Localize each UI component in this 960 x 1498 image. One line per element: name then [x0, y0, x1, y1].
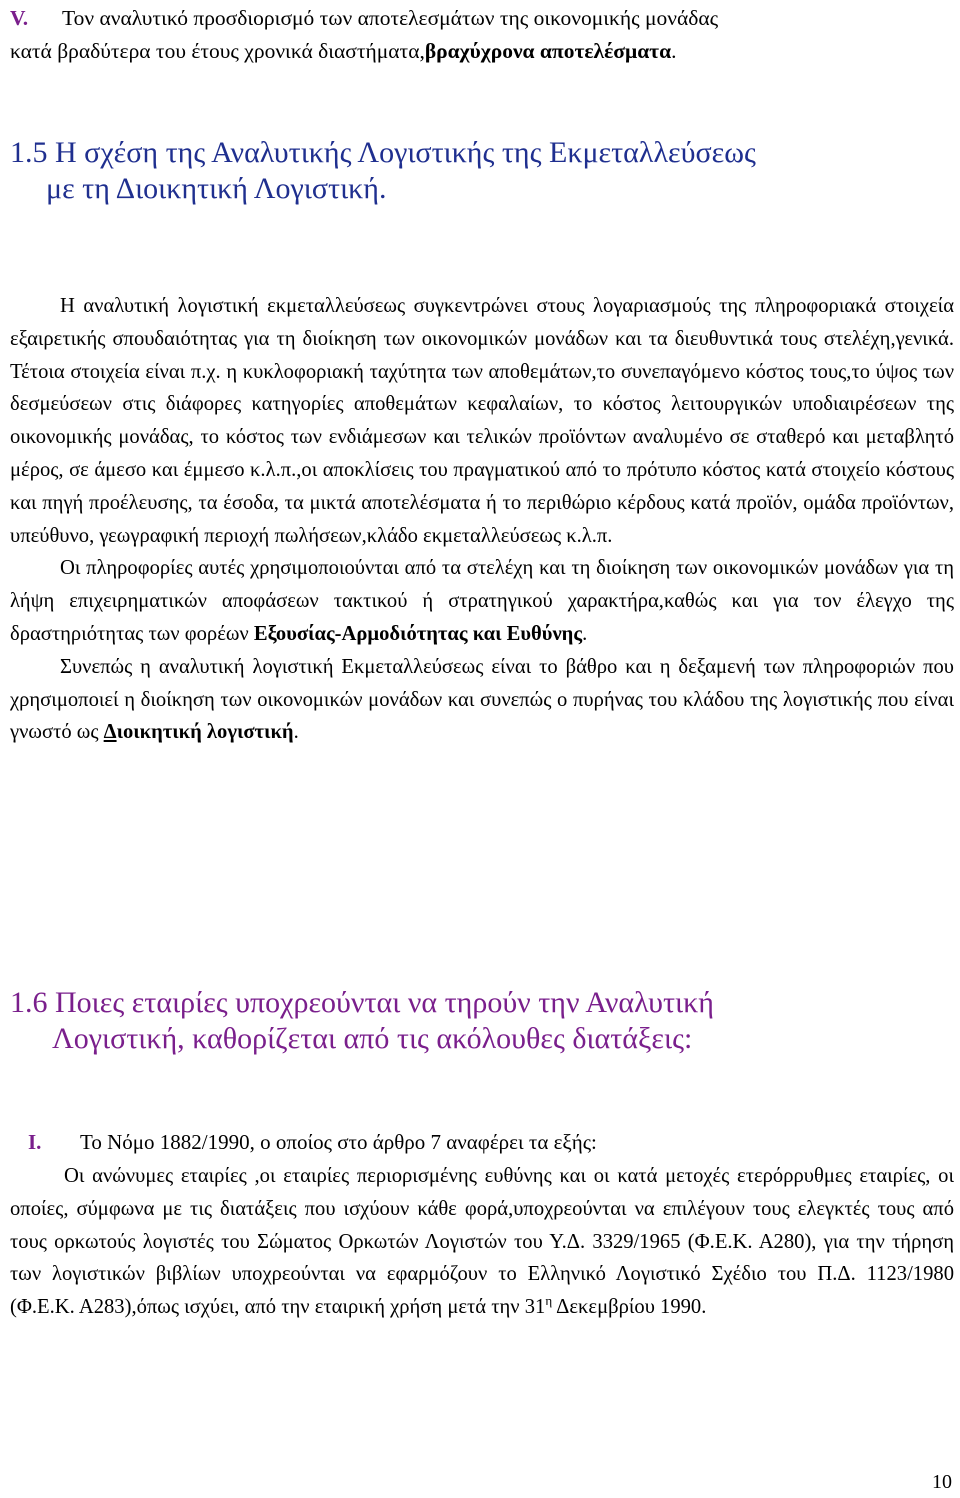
section-heading-1-5	[10, 135, 950, 207]
section-1-5-line2: με τη Διοικητική Λογιστική.	[46, 172, 387, 205]
item-i-text: Το Νόμο 1882/1990, ο οποίος στο άρθρο 7 αναφέρει τα εξής:	[80, 1130, 597, 1154]
bold-term-management-accounting: ιοικητική λογιστική	[116, 721, 294, 744]
list-item-v	[10, 2, 950, 68]
section-1-5-line1: 1.5 Η σχέση της Αναλυτικής Λογιστικής της Εκμεταλλεύσεως	[10, 136, 756, 169]
section-heading-1-6	[10, 985, 950, 1057]
body-paragraph-law-1882	[10, 1160, 954, 1324]
ordinal-superscript: η	[545, 1293, 553, 1309]
section-1-6-line1: 1.6 Ποιες εταιρίες υποχρεούνται να τηρούν την Αναλυτική	[10, 986, 714, 1019]
paragraph-text-b: Οι πληροφορίες αυτές χρησιμοποιούνται από τα στελέχη και τη διοίκηση των οικονομικών μονάδων για τη λήψη επιχειρηματικών αποφάσεων τακτικού ή στρατηγικού χαρακτήρα,καθώς και για τον έλεγχο της δραστηριότητας των φορέων Εξουσίας-Αρμοδιότητας και Ευθύνης.	[10, 557, 954, 645]
item-v-line2: κατά βραδύτερα του έτους χρονικά διαστήματα,βραχύχρονα αποτελέσματα.	[10, 39, 677, 63]
paragraph-text-a: Η αναλυτική λογιστική εκμεταλλεύσεως συγκεντρώνει στους λογαριασμούς της πληροφοριακά στοιχεία εξαιρετικής σπουδαιότητας για τη διοίκηση των οικονομικών μονάδων και τα διευθυντικά τους στελέχη,γενικά. Τέτοια στοιχεία είναι π.χ. η κυκλοφοριακή ταχύτητα των αποθεμάτων,το συνεπαγόμενο κόστος τους,το ύψος των δεσμεύσεων στις διάφορες κατηγορίες αποθεμάτων κεφαλαίων, το κόστος λειτουργικών υποδιαιρέσεων της οικονομικής μονάδας, το κόστος των ενδιάμεσων και τελικών προϊόντων αναλυμένο σε σταθερό και μεταβλητό μέρος, σε άμεσο και έμμεσο κ.λ.π.,οι αποκλίσεις του πραγματικού από το πρότυπο κόστος κατά στοιχείο κόστους και πηγή προέλευσης, τα έσοδα, τα μικτά αποτελέσματα ή το περιθώριο κέρδους κατά προϊόν, ομάδα προϊόντων, υπεύθυνο, γεωγραφική περιοχή πωλήσεων,κλάδο εκμεταλλεύσεως κ.λ.π.	[10, 295, 954, 547]
list-marker-v: V.	[10, 6, 29, 30]
body-paragraph-analytical-accounting	[10, 290, 954, 749]
section-1-6-line2: Λογιστική, καθορίζεται από τις ακόλουθες διατάξεις:	[52, 1022, 693, 1055]
item-v-line1: Τον αναλυτικό προσδιορισμό των αποτελεσμάτων της οικονομικής μονάδας	[62, 6, 719, 30]
page-number: 10	[932, 1471, 952, 1493]
bold-term-authority: Εξουσίας-Αρμοδιότητας και Ευθύνης	[253, 622, 583, 645]
paragraph-text-c: Συνεπώς η αναλυτική λογιστική Εκμεταλλεύσεως είναι το βάθρο και η δεξαμενή των πληροφοριών που χρησιμοποιεί η διοίκηση των οικονομικών μονάδων και συνεπώς ο πυρήνας του κλάδου της λογιστικής που είναι γνωστό ως Διοικητική λογιστική.	[10, 655, 954, 744]
item-v-bold-term: βραχύχρονα αποτελέσματα	[424, 39, 672, 63]
list-item-i	[10, 1126, 954, 1159]
paragraph-law-text: Οι ανώνυμες εταιρίες ,οι εταιρίες περιορισμένης ευθύνης και οι κατά μετοχές ετερόρρυθμες εταιρίες, οι οποίες, σύμφωνα με τις διατάξεις που ισχύουν κάθε φορά,υποχρεούνται να επιλέγουν τους ελεγκτές τους από τους ορκωτούς λογιστές του Σώματος Ορκωτών Λογιστών του Υ.Δ. 3329/1965 (Φ.Ε.Κ. Α280), για την τήρηση των λογιστικών βιβλίων υποχρεούνται να εφαρμόζουν το Ελληνικό Λογιστικό Σχέδιο του Π.Δ. 1123/1980 (Φ.Ε.Κ. Α283),όπως ισχύει, από την εταιρική χρήση μετά την $31^\eta$ Δεκεμβρίου 1990.	[10, 1165, 954, 1319]
bold-term-first-letter: Δ	[103, 721, 117, 744]
list-marker-i: Ι.	[28, 1130, 42, 1154]
